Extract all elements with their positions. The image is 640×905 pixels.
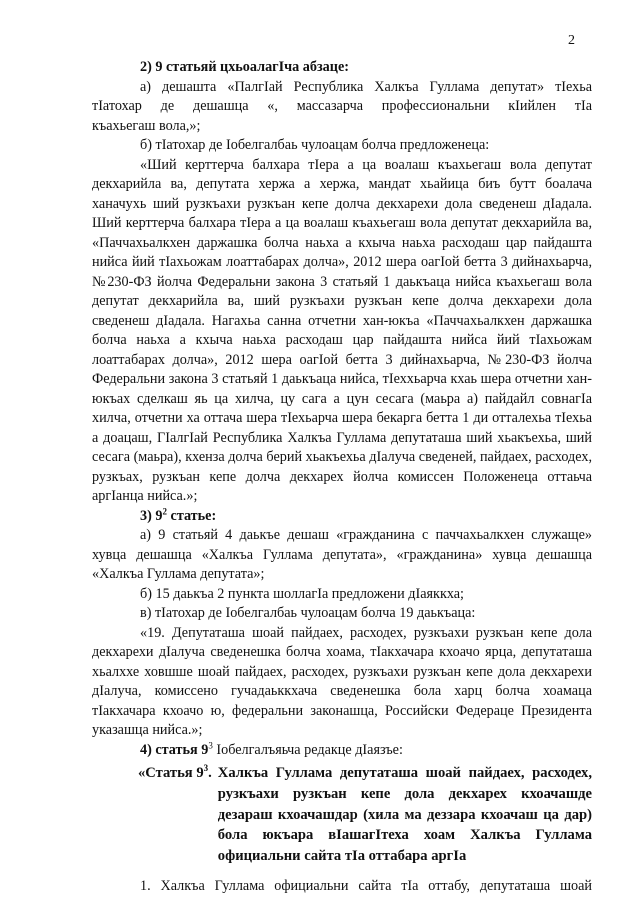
paragraph-subitem-a [92,78,592,98]
quoted-paragraph-text: «Ший керттерча балхара тӀера а ца воалаш къахьегаш вола депутат декхарийла ва, депутата хержа а хержа, мандат хьайица биъ бутт боалача ханачухь ший рузкъахи рузкъан кепе долча декхарехи дола сведенеш дӀадала. Ший керттерча балхара тӀера а ца воалаш къахьегаш вола депутат декхарийла ва, «Паччахьалкхен даржашка болча наьха а кхыча наьха расходаш цар пайдашта нийса йий тӀахьожам лоаттабарах долча», 2012 шера оагӀой бетта 3 дийнахьарча, №230-ФЗ йолча Федеральни закона 3 статьяй 1 даькъаца нийса къахьегаш вола депутат декхарийла ва, ший рузкъахи рузкъан кепе долча декхарехи дола сведенеш дӀадала. Нагахьа санна отчетни хан-юкъа «Паччахьалкхен даржашка болча наьха а кхыча наьха расходаш цар пайдашта нийса йий тӀахьожам лоаттабарах долча», 2012 шера оагӀой бетта 3 дийнахьарча, №230-ФЗ йолча Федеральни закона 3 статьяй 1 даькъаца нийса, тӀеххьарча кхаь шера отчетни хан-юкъах сделкаш яь ца хилча, цу сага а цун сесага (маьра а) пайдайл совнагӀа хилча, отчетни ха оттача шера тӀехьарча шера бекарга бетта 1 ди отталехьа тӀехьа а доацаш, ГӀалгӀай Республика Халкъа Гуллама депутаташа ший хьакъехьа, ший сесага (маьра), кхенза долча берий хьакъехьа дӀалуча сведеней, пайдаех, расходех, рузкъах, рузкъан кепе долча декхарех йолча комиссен Положенеца оттаьча аргӀанца нийса.»; [92,156,592,504]
item-3-a-text: а) 9 статьяй 4 даькъе дешаш «гражданина с паччахьалкхен служаще» хувца дешашца «Халкъа Гуллама депутата», «гражданина» хувца дешашца «Халкъа Гуллама депутата»; [92,527,592,582]
paragraph-item-3-b [92,585,592,605]
item-3-label: 3) 9 [140,507,163,524]
paragraph-item-3-a [92,526,592,585]
page-number: 2 [568,33,575,48]
vertical-spacer [92,869,592,877]
point-1-text: 1. Халкъа Гуллама официальни сайта тӀа оттабу, депутаташа шоай [140,877,592,894]
paragraph-item-3-v [92,604,592,624]
subitem-a-line-3: къахьегаш вола,»; [92,117,201,134]
paragraph-item-4 [92,741,592,761]
article-heading-prefix: «Статья $9^3$. [138,763,212,781]
article-heading-superscript: 3 [203,763,209,774]
subitem-b-line: б) тӀатохар де Ӏобелгалбаь чулоацам болча предложенеца: [140,137,490,153]
document-content [92,58,592,896]
paragraph-subitem-b [92,136,592,156]
paragraph-point-1 [92,877,592,897]
paragraph-item-3 [92,507,592,527]
article-heading [92,763,592,867]
quoted-paragraph-sveden [92,156,592,507]
quoted-paragraph-19 [92,624,592,741]
item-2-heading: 2) 9 статьяй цхьоалагӀча абзаце: [140,59,349,75]
subitem-a-line-2: тӀатохар де дешашца «, массазарча профессиональни кӀийлен тӀа [92,98,592,114]
article-heading-text: Халкъа Гуллама депутаташа шоай пайдаех, расходех, рузкъахи рузкъан кепе дола декхарех кхоачашде дезараш кхоачашдар (хила ма деззара кхоачаш ца дар) бола юкъара вӀашагӀтеха хоам Халкъа Гуллама официальни сайта тӀа оттабара аргӀа [217,765,592,865]
item-3-b-text: б) 15 даькъа 2 пункта шоллагӀа предложени дӀаяккха; [140,585,464,602]
quoted-paragraph-19-text: «19. Депутаташа шоай пайдаех, расходех, рузкъахи рузкъан кепе дола декхарехи дӀалуча сведенешка болча хоама, тӀакхачара кхоачо ярца, депутаташа хьалххе ховшше шоай пайдаех, расходех, рузкъахи рузкъан кепе дола декхарехи дӀалуча, комиссено гучадаьккхача сведенешка бола харц болча хоамаца тӀакхачара кхоачо ю, федеральни законашца, Российски Федераце Президента указашца нийса.»; [92,624,592,738]
paragraph-subitem-a-continued [92,97,592,117]
item-4-superscript: 3 [208,739,213,750]
item-4-label-rest: Ӏобелгалъяьча редакце дӀаязъе: [212,741,403,758]
item-3-superscript: 2 [162,505,167,516]
item-3-v-text: в) тӀатохар де Ӏобелгалбаь чулоацам болча 19 даькъаца: [140,605,476,621]
item-4-label: 4) статья 9 [140,741,209,758]
paragraph-item-2 [92,58,592,78]
item-3-label-rest: статье: [166,507,217,524]
paragraph-subitem-a-end [92,117,592,137]
subitem-a-line-1: а) дешашта «ПалгӀай Республика Халкъа Гуллама депутат» тӀехьа [140,78,592,95]
